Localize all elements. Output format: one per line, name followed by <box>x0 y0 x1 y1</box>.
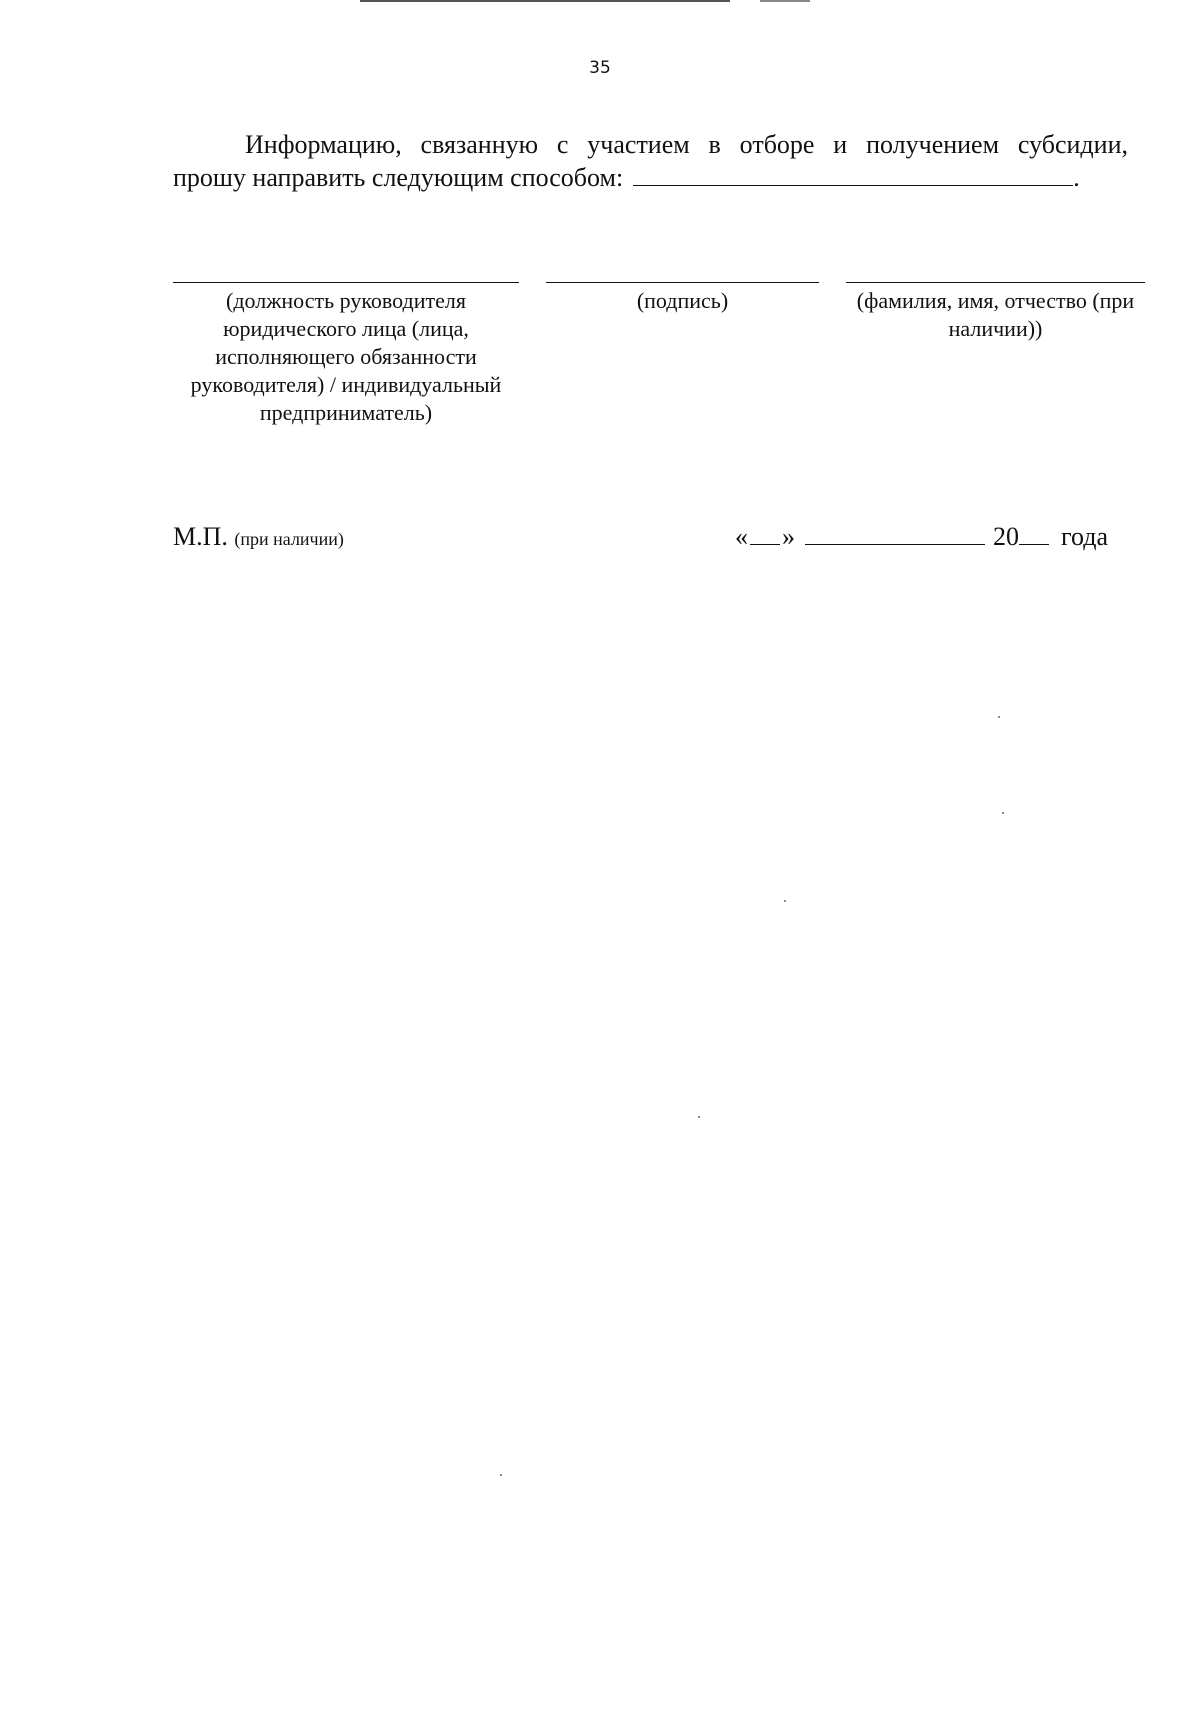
date-field <box>735 522 1118 552</box>
signature-field <box>546 282 819 315</box>
page-number: 35 <box>589 58 611 78</box>
signature-blank[interactable] <box>546 282 819 283</box>
date-year-blank[interactable] <box>1019 522 1049 545</box>
date-month-blank[interactable] <box>805 522 985 545</box>
position-blank[interactable] <box>173 282 519 283</box>
stamp-note: (при наличии) <box>234 529 344 549</box>
stamp-place <box>173 522 344 552</box>
delivery-method-paragraph <box>173 128 1128 194</box>
scan-speck <box>784 900 786 902</box>
paragraph-line-2 <box>173 161 1128 194</box>
scan-speck <box>1002 812 1004 814</box>
scan-artifact-line <box>760 0 810 2</box>
full-name-blank[interactable] <box>846 282 1145 283</box>
scan-speck <box>698 1116 700 1118</box>
date-suffix: года <box>1061 522 1109 551</box>
date-day-blank[interactable] <box>750 522 780 545</box>
date-open-quote: « <box>735 522 748 551</box>
scan-speck <box>998 716 1000 718</box>
full-name-field <box>846 282 1145 343</box>
position-caption: (должность руководителя юридического лица (лица, исполняющего обязанности руководителя) / индивидуальный предприниматель) <box>190 288 502 425</box>
paragraph-period: . <box>1073 163 1080 192</box>
position-field <box>173 282 519 427</box>
full-name-caption: (фамилия, имя, отчество (при наличии)) <box>856 288 1135 341</box>
scan-speck <box>500 1474 502 1476</box>
paragraph-line-1: Информацию, связанную с участием в отборе и получением субсидии, <box>245 130 1128 159</box>
paragraph-line-2-text: прошу направить следующим способом: <box>173 163 624 192</box>
date-century: 20 <box>993 522 1019 551</box>
signature-caption: (подпись) <box>636 288 729 313</box>
delivery-method-blank[interactable] <box>633 163 1073 186</box>
stamp-label: М.П. <box>173 522 228 551</box>
scan-artifact-line <box>360 0 730 2</box>
date-close-quote: » <box>782 522 795 551</box>
